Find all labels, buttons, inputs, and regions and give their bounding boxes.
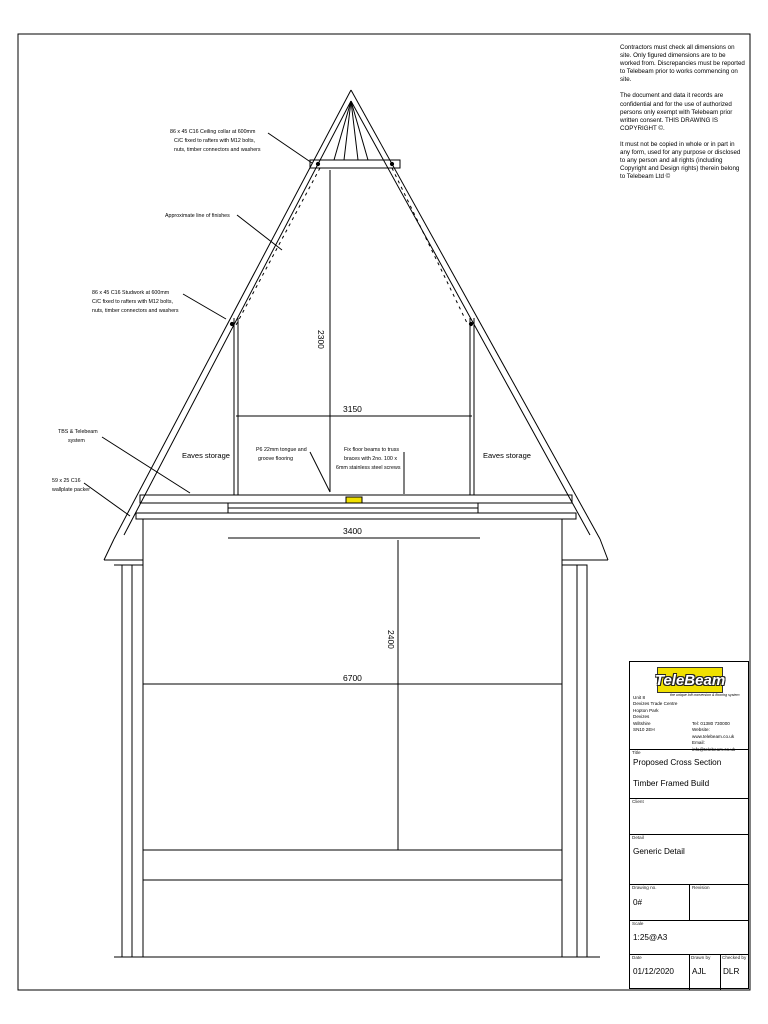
revision-label: Revision	[692, 885, 710, 890]
client-label: Client	[632, 799, 644, 804]
date-value: 01/12/2020	[633, 967, 674, 976]
studwork-note-2: C/C fixed to rafters with M12 bolts,	[92, 299, 173, 305]
title-line-2: Timber Framed Build	[633, 779, 710, 788]
fix-floor-note-2: braces with 2no. 100 x	[344, 456, 397, 462]
collar-note-3: nuts, timber connectors and washers	[174, 147, 261, 153]
flooring-note-1: P6 22mm tongue and	[256, 447, 307, 453]
title-label: Title	[632, 750, 641, 755]
annotations	[52, 129, 531, 493]
studwork-note-1: 86 x 45 C16 Studwork at 600mm	[92, 290, 170, 296]
checked-by-label: Checked by	[722, 955, 747, 960]
fix-floor-note-3: 6mm stainless steel screws	[336, 465, 401, 471]
fix-floor-note-1: Fix floor beams to truss	[344, 447, 400, 453]
dimensions	[316, 330, 396, 683]
wallplate-note-2: wallplate packer	[52, 487, 90, 493]
collar-note-2: C/C fixed to rafters with M12 bolts,	[174, 138, 255, 144]
drawing-no-label: Drawing no.	[632, 885, 657, 890]
checked-by-value: DLR	[723, 967, 740, 976]
eaves-storage-left: Eaves storage	[182, 451, 230, 460]
studwork-note-3: nuts, timber connectors and washers	[92, 308, 179, 314]
cross-section	[84, 90, 608, 957]
title-line-1: Proposed Cross Section	[633, 758, 722, 767]
title-block	[629, 661, 749, 989]
overall-width-dim: 6700	[343, 673, 362, 683]
finishes-note: Approximate line of finishes	[165, 213, 230, 219]
general-notes	[620, 44, 746, 189]
company-address: Unit 8 Devizes Trade Centre Hopton Park Devizes Wiltshire SN10 2EH	[633, 695, 678, 733]
logo-tagline: the unique loft conversion & flooring system	[670, 693, 740, 697]
room-width-dim: 3150	[343, 404, 362, 414]
telebeam-logo: TeleBeam	[657, 667, 723, 693]
drawing-no-value: 0#	[633, 898, 643, 907]
floor-span-dim: 3400	[343, 526, 362, 536]
company-contact: Tel: 01380 730000 Website: www.telebeam.co.uk Email: info@telebeam.co.uk	[692, 721, 736, 752]
eaves-storage-right: Eaves storage	[483, 451, 531, 460]
wallplate-note-1: 59 x 25 C16	[52, 478, 81, 484]
detail-value: Generic Detail	[633, 847, 685, 856]
flooring-note-2: groove flooring	[258, 456, 294, 462]
date-label: Date	[632, 955, 642, 960]
telebeam-note-2: system	[68, 438, 85, 444]
room-height-dim: 2300	[316, 330, 326, 349]
collar-note-1: 86 x 45 C16 Ceiling collar at 600mm	[170, 129, 256, 135]
notes-paragraph-3: It must not be copied in whole or in part in any form, used for any purpose or disclosed to any person and all rights (including Copyright and Design rights) therein belong to Telebeam Ltd ©	[620, 140, 741, 181]
telebeam-note-1: TBS & Telebeam	[58, 429, 98, 435]
wall-height-dim: 2400	[386, 630, 396, 649]
drawn-by-value: AJL	[692, 967, 707, 976]
notes-paragraph-1: Contractors must check all dimensions on site. Only figured dimensions are to be worked from. Discrepancies must be reported to Telebeam prior to works commencing on site.	[620, 44, 745, 84]
scale-label: Scale	[632, 921, 644, 926]
scale-value: 1:25@A3	[633, 933, 668, 942]
notes-paragraph-2: The document and data it records are confidential and for the use of authorized persons only exempt with Telebeam prior written consent. THIS DRAWING IS COPYRIGHT ©.	[620, 92, 733, 132]
drawn-by-label: Drawn by	[691, 955, 711, 960]
detail-label: Detail	[632, 835, 644, 840]
